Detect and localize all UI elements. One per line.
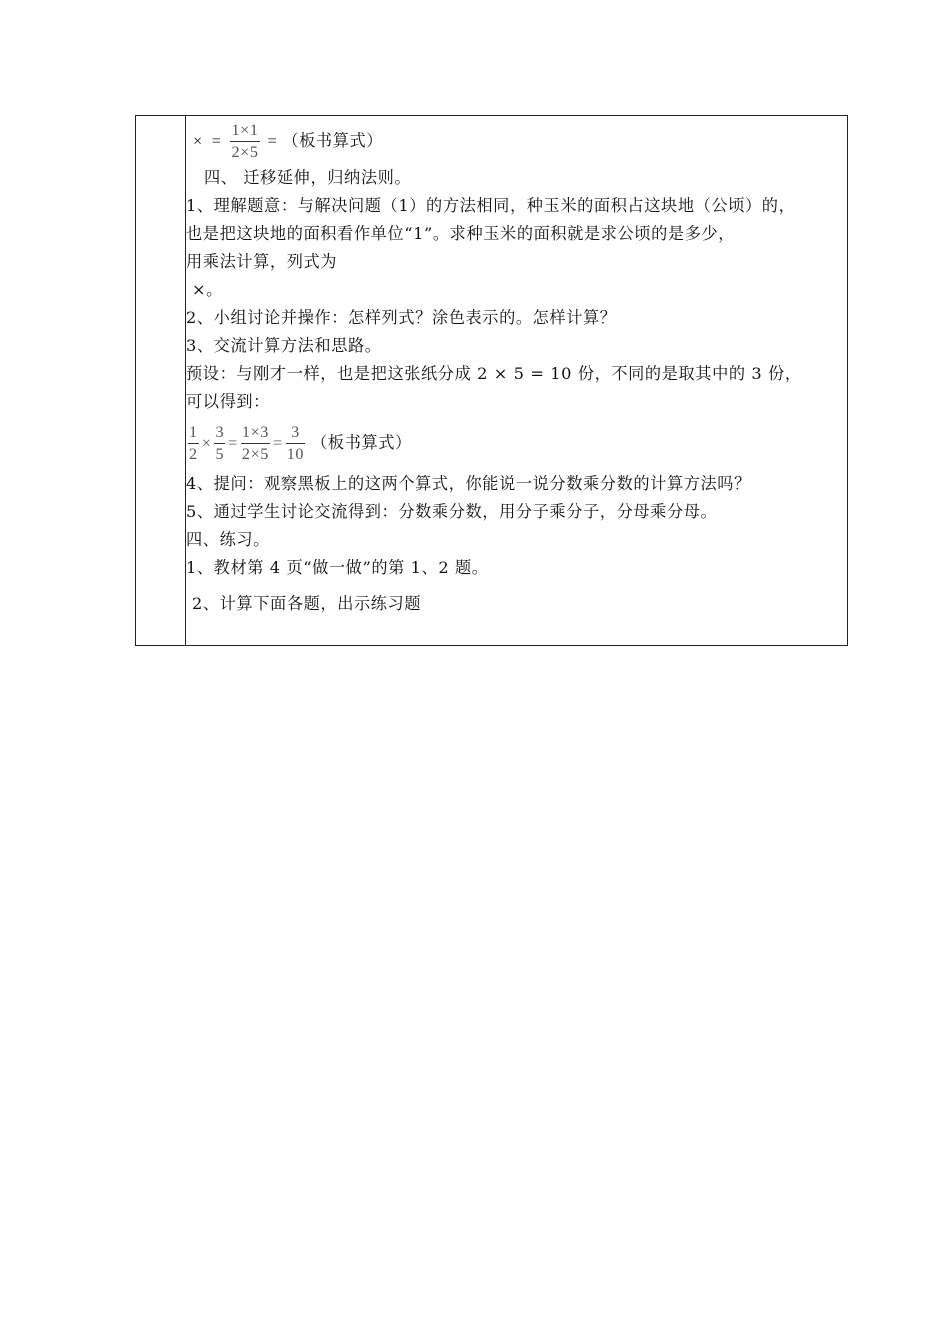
equals-sign: = [228, 434, 238, 452]
fraction [230, 121, 259, 161]
formula-product-1 [186, 118, 847, 164]
text-line: 用乘法计算，列式为 [186, 252, 338, 271]
fraction [286, 423, 305, 463]
fraction [241, 423, 270, 463]
fraction-denominator: 10 [286, 444, 305, 463]
fraction [214, 423, 225, 463]
times-sign: × [201, 434, 212, 452]
text-line: 1、理解题意：与解决问题（1）的方法相同，种玉米的面积占这块地（公顷）的， [186, 196, 796, 215]
section-heading: 四、 迁移延伸，归纳法则。 [204, 168, 412, 187]
equals-sign: = [267, 132, 278, 150]
text-line: 预设：与刚才一样，也是把这张纸分成 2 × 5 = 10 份，不同的是取其中的 3 份， [186, 364, 802, 383]
fraction [188, 423, 199, 463]
equals-sign: = [211, 132, 222, 150]
fraction-denominator: 2×5 [231, 142, 259, 161]
fraction-numerator: 1×3 [241, 423, 270, 444]
text-line: 可以得到： [186, 392, 270, 411]
fraction-numerator: 3 [214, 423, 225, 444]
board-note: （板书算式） [282, 131, 384, 150]
lesson-plan-table [135, 115, 848, 646]
table-row [136, 116, 848, 646]
text-line: 3、交流计算方法和思路。 [186, 336, 382, 355]
text-line: 1、教材第 4 页“做一做”的第 1、2 题。 [186, 558, 489, 577]
text-line: 5、通过学生讨论交流得到：分数乘分数，用分子乘分子，分母乘分母。 [186, 502, 718, 521]
lesson-content [186, 118, 847, 618]
fraction-denominator: 5 [215, 444, 225, 463]
text-line: 4、提问：观察黑板上的这两个算式，你能说一说分数乘分数的计算方法吗？ [186, 474, 751, 493]
equals-sign: = [273, 434, 283, 452]
fraction-denominator: 2 [189, 444, 198, 463]
content-cell [186, 116, 848, 646]
text-line: 2、小组讨论并操作：怎样列式？涂色表示的。怎样计算？ [186, 308, 617, 327]
text-line: ×。 [192, 280, 223, 299]
section-heading: 四、练习。 [186, 530, 270, 549]
board-note: （板书算式） [311, 433, 412, 452]
text-line: 2、计算下面各题，出示练习题 [192, 594, 422, 613]
empty-cell-left [136, 116, 186, 646]
fraction-numerator: 1×1 [230, 121, 259, 142]
text-line: 也是把这块地的面积看作单位“1”。求种玉米的面积就是求公顷的是多少， [186, 224, 736, 243]
fraction-denominator: 2×5 [241, 444, 269, 463]
fraction-numerator: 3 [286, 423, 305, 444]
formula-product-2 [186, 418, 847, 468]
fraction-numerator: 1 [188, 423, 199, 444]
times-sign: × [193, 132, 203, 150]
